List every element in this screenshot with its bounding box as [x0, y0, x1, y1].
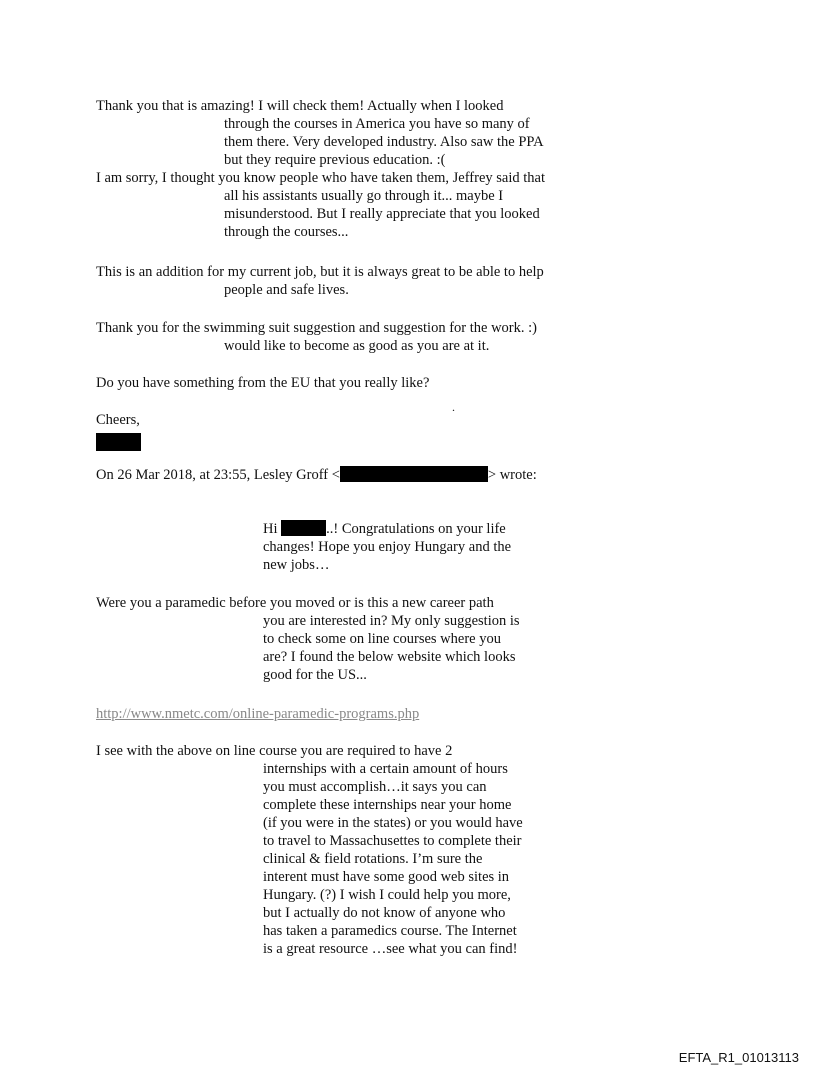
reply-paragraph-2 [96, 263, 544, 299]
text-line: new jobs… [263, 557, 330, 573]
text-line: people and safe lives. [224, 282, 349, 298]
text-line: Do you have something from the EU that you really like? [96, 375, 430, 391]
text-line: through the courses... [224, 224, 349, 240]
text-line: Hungary. (?) I wish I could help you more, [263, 887, 511, 903]
text-line: Were you a paramedic before you moved or is this a new career path [96, 595, 494, 611]
text-line: you are interested in? My only suggestion is [263, 613, 520, 629]
quote-header-prefix: On 26 Mar 2018, at 23:55, Lesley Groff < [96, 467, 340, 483]
redaction-block [96, 433, 141, 451]
text-line: good for the US... [263, 667, 367, 683]
text-line: changes! Hope you enjoy Hungary and the [263, 539, 512, 555]
text-line: clinical & field rotations. I’m sure the [263, 851, 483, 867]
reply-question [96, 374, 429, 392]
signoff-text: Cheers, [96, 412, 140, 428]
text-line: to travel to Massachusettes to complete their [263, 833, 522, 849]
text-line: interent must have some good web sites in [263, 869, 510, 885]
reply-paragraph-3 [96, 319, 537, 355]
quote-header [96, 466, 537, 484]
text-line: them there. Very developed industry. Also saw the PPA [224, 134, 544, 150]
text-line: through the courses in America you have so many of [224, 116, 530, 132]
quoted-paragraph-paramedic [96, 594, 520, 684]
text-line: would like to become as good as you are at it. [224, 338, 490, 354]
text-line: but I actually do not know of anyone who [263, 905, 506, 921]
reply-paragraph-1 [96, 97, 545, 241]
text-line: misunderstood. But I really appreciate that you looked [224, 206, 540, 222]
text-line: to check some on line courses where you [263, 631, 501, 647]
quoted-greeting [263, 520, 511, 574]
text-line: all his assistants usually go through it... maybe I [224, 188, 504, 204]
redaction-block [281, 520, 326, 536]
quote-header-suffix: > wrote: [487, 467, 537, 483]
text-line: but they require previous education. :( [224, 152, 446, 168]
greeting-hi: Hi [263, 521, 278, 537]
document-id: EFTA_R1_01013113 [678, 1050, 799, 1065]
text-line: internships with a certain amount of hours [263, 761, 508, 777]
text-line: is a great resource …see what you can find! [263, 941, 518, 957]
text-line: Thank you for the swimming suit suggestion and suggestion for the work. :) [96, 320, 537, 336]
text-line: (if you were in the states) or you would have [263, 815, 523, 831]
redaction-block [340, 466, 488, 482]
text-line: you must accomplish…it says you can [263, 779, 487, 795]
text-line: has taken a paramedics course. The Internet [263, 923, 517, 939]
quoted-paragraph-course [96, 742, 523, 958]
text-line [263, 520, 511, 538]
signoff [96, 411, 140, 429]
signature-redaction [96, 433, 141, 453]
paramedic-programs-link[interactable]: http://www.nmetc.com/online-paramedic-programs.php [96, 706, 420, 722]
text-line: This is an addition for my current job, but it is always great to be able to help [96, 264, 544, 280]
greeting-rest: ..! Congratulations on your life [326, 521, 506, 537]
quoted-link-line [96, 705, 419, 723]
stray-dot: . [452, 400, 455, 414]
text-line: complete these internships near your home [263, 797, 512, 813]
text-line: I see with the above on line course you are required to have 2 [96, 743, 453, 759]
text-line: I am sorry, I thought you know people who have taken them, Jeffrey said that [96, 170, 545, 186]
text-line: Thank you that is amazing! I will check them! Actually when I looked [96, 98, 504, 114]
text-line: are? I found the below website which looks [263, 649, 516, 665]
